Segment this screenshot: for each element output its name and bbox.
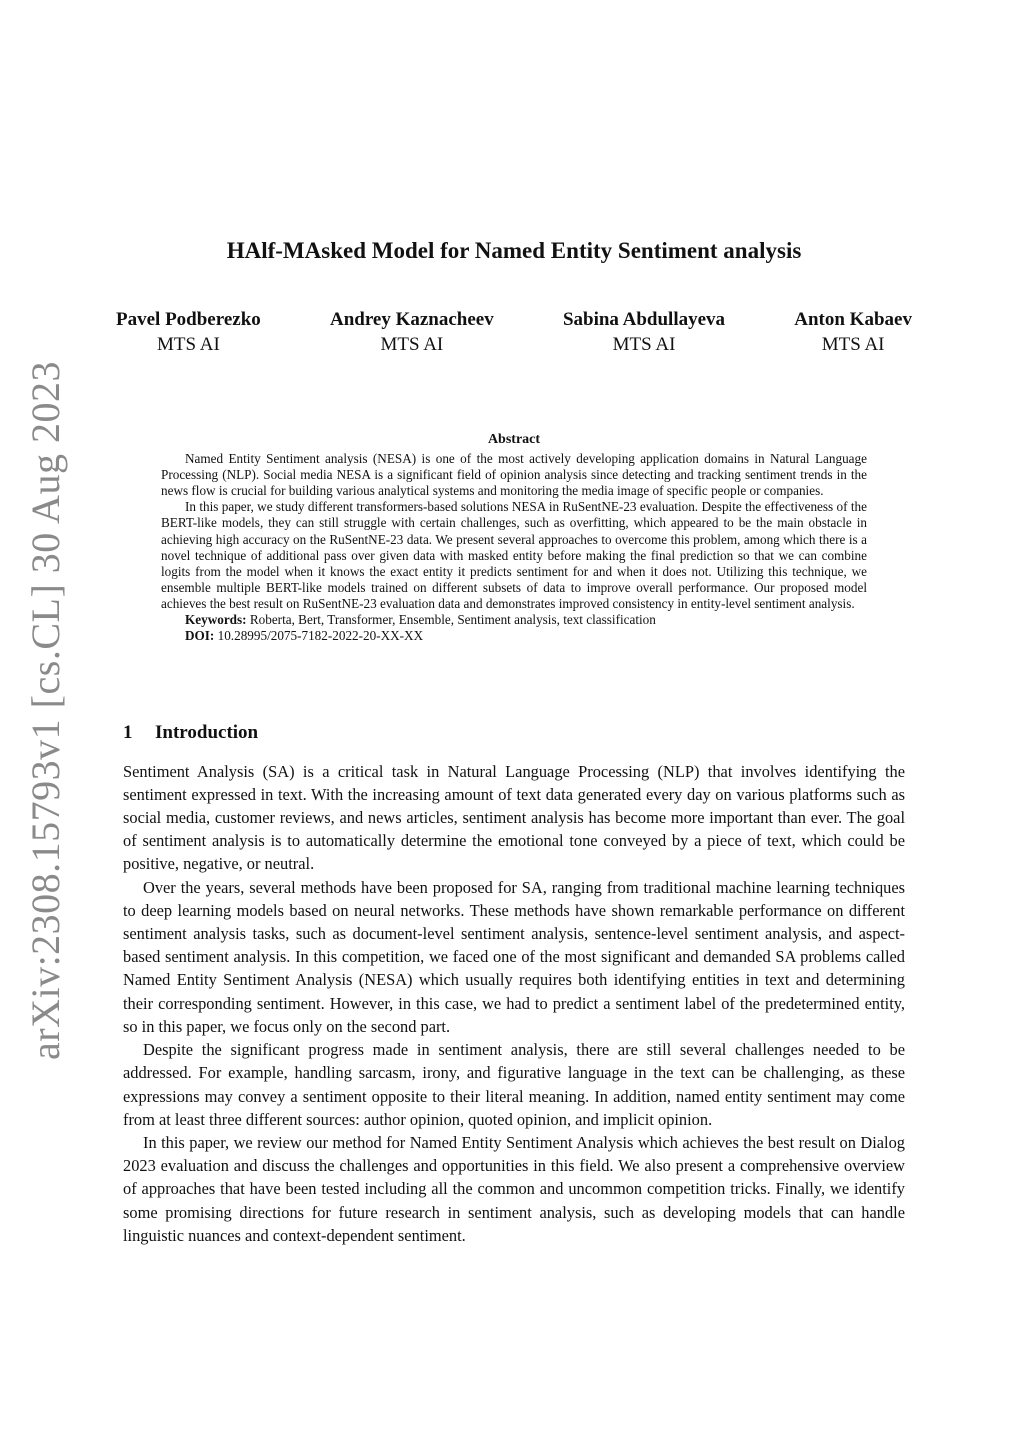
keywords-value: Roberta, Bert, Transformer, Ensemble, Sentiment analysis, text classification [249,612,656,628]
abstract-section [161,432,867,644]
author-affiliation: MTS AI [156,334,220,355]
body-paragraph: Despite the significant progress made in sentiment analysis, there are still several challenges needed to be addressed. For example, handling sarcasm, irony, and figurative language in the text can be challenging, as these expressions may convey a sentiment opposite to their literal meaning. In addition, named entity sentiment may come from at least three different sources: author opinion, quoted opinion, and implicit opinion. [123,1040,905,1129]
section-number: 1 [123,722,133,743]
author-block [116,307,261,357]
author-affiliation: MTS AI [612,334,676,355]
author-affiliation: MTS AI [821,334,885,355]
abstract-paragraph: In this paper, we study different transformers-based solutions NESA in RuSentNE-23 evaluation. Despite the effectiveness of the BERT-like models, they can still struggle with certain challenges, such as overfitting, which appeared to be the main obstacle in achieving high accuracy on the RuSentNE-23 data. We present several approaches to overcome this problem, among which there is a novel technique of additional pass over given data with masked entity before making the final prediction so that we can combine logits from the model when it knows the exact entity it predicts sentiment for and when it does not. Utilizing this technique, we ensemble multiple BERT-like models trained on different subsets of data to improve overall performance. Our proposed model achieves the best result on RuSentNE-23 evaluation data and demonstrates improved consistency in entity-level sentiment analysis. [161,499,867,611]
author-affiliation: MTS AI [380,334,444,355]
body-paragraph: Sentiment Analysis (SA) is a critical task in Natural Language Processing (NLP) that involves identifying the sentiment expressed in text. With the increasing amount of text data generated every day on various platforms such as social media, customer reviews, and news articles, sentiment analysis has become more important than ever. The goal of sentiment analysis is to automatically determine the emotional tone conveyed by a piece of text, which could be positive, negative, or neutral. [123,762,905,874]
author-name: Andrey Kaznacheev [329,309,494,330]
introduction-body [123,760,905,1247]
author-block [794,307,912,357]
abstract-heading: Abstract [487,432,541,447]
section-title: Introduction [155,722,259,743]
author-block [563,307,725,357]
author-name: Pavel Podberezko [116,309,261,330]
author-list [116,307,912,357]
keywords-line [161,612,867,628]
author-block [330,307,494,357]
doi-line [161,628,867,644]
body-paragraph: Over the years, several methods have been proposed for SA, ranging from traditional machine learning techniques to deep learning models based on neural networks. These methods have shown remarkable performance on different sentiment analysis tasks, such as document-level sentiment analysis, sentence-level sentiment analysis, and aspect-based sentiment analysis. In this competition, we faced one of the most significant and demanded SA problems called Named Entity Sentiment Analysis (NESA) which usually requires both identifying entities in text and determining their corresponding sentiment. However, in this case, we had to predict a sentiment label of the predetermined entity, so in this paper, we focus only on the second part. [123,878,905,1036]
author-name: Sabina Abdullayeva [562,309,726,330]
author-name: Anton Kabaev [794,309,912,330]
body-paragraph: In this paper, we review our method for Named Entity Sentiment Analysis which achieves the best result on Dialog 2023 evaluation and discuss the challenges and opportunities in this field. We also present a comprehensive overview of approaches that have been tested including all the common and uncommon competition tricks. Finally, we identify some promising directions for future research in sentiment analysis, such as developing models that can handle linguistic nuances and context-dependent sentiment. [123,1133,905,1245]
section-heading-introduction [123,722,258,744]
doi-value: 10.28995/2075-7182-2022-20-XX-XX [217,628,424,644]
arxiv-identifier-stamp: arXiv:2308.15793v1 [cs.CL] 30 Aug 2023 [23,361,68,1060]
keywords-label: Keywords: [185,612,247,628]
paper-title: HAlf-MAsked Model for Named Entity Sentiment analysis [226,238,802,263]
doi-label: DOI: [185,628,215,644]
abstract-paragraph: Named Entity Sentiment analysis (NESA) is one of the most actively developing application domains in Natural Language Processing (NLP). Social media NESA is a significant field of opinion analysis since detecting and tracking sentiment trends in the news flow is crucial for building various analytical systems and monitoring the media image of specific people or companies. [161,451,867,499]
